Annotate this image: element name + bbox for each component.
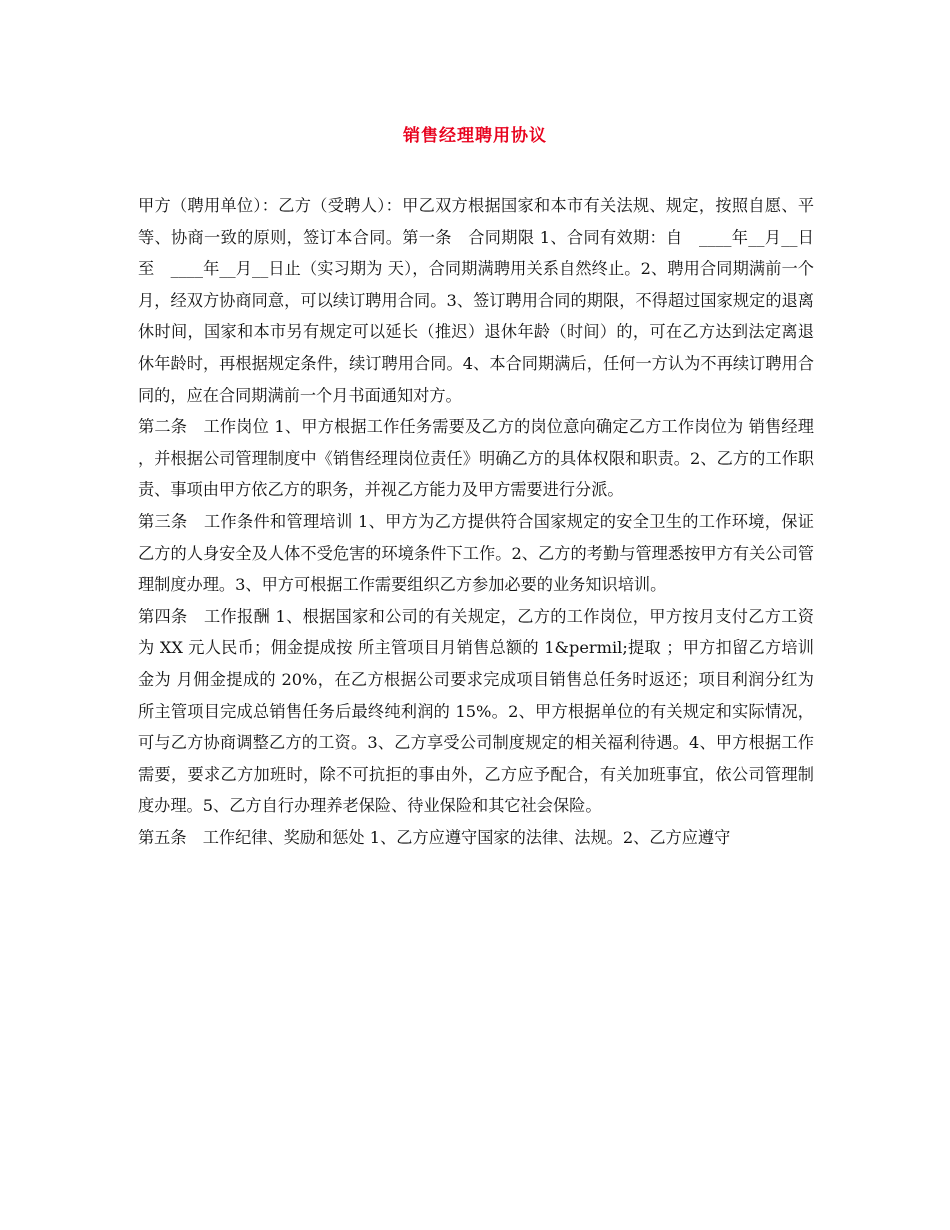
paragraph-article-3: 第三条 工作条件和管理培训 1、甲方为乙方提供符合国家规定的安全卫生的工作环境，保证乙方的人身安全及人体不受危害的环境条件下工作。2、乙方的考勤与管理悉按甲方有关公司管理制度办理。3、甲方可根据工作需要组织乙方参加必要的业务知识培训。 (138, 511, 814, 595)
paragraph-article-4: 第四条 工作报酬 1、根据国家和公司的有关规定，乙方的工作岗位，甲方按月支付乙方工资为 XX 元人民币；佣金提成按 所主管项目月销售总额的 1&permil;提取 ；甲方扣留乙方培训金为 月佣金提成的 20%，在乙方根据公司要求完成项目销售总任务时返还；项目利润分红为所主管项目完成总销售任务后最终纯利润的 15%。2、甲方根据单位的有关规定和实际情况，可与乙方协商调整乙方的工资。3、乙方享受公司制度规定的相关福利待遇。4、甲方根据工作需要，要求乙方加班时，除不可抗拒的事由外，乙方应予配合，有关加班事宜，依公司管理制度办理。5、乙方自行办理养老保险、待业保险和其它社会保险。 (138, 606, 814, 816)
paragraph-article-2: 第二条 工作岗位 1、甲方根据工作任务需要及乙方的岗位意向确定乙方工作岗位为 销售经理 ，并根据公司管理制度中《销售经理岗位责任》明确乙方的具体权限和职责。2、乙方的工作职责、事项由甲方依乙方的职务，并视乙方能力及甲方需要进行分派。 (138, 417, 814, 500)
paragraph-article-5: 第五条 工作纪律、奖励和惩处 1、乙方应遵守国家的法律、法规。2、乙方应遵守 (138, 827, 731, 847)
document-title: 销售经理聘用协议 (403, 126, 547, 146)
document-body (138, 190, 814, 853)
paragraph-article-1: 甲方（聘用单位）：乙方（受聘人）：甲乙双方根据国家和本市有关法规、规定，按照自愿、平等、协商一致的原则，签订本合同。第一条 合同期限 1、合同有效期：自 ____年__月__日至 ____年__月__日止（实习期为 天），合同期满聘用关系自然终止。2、聘用合同期满前一个月，经双方协商同意，可以续订聘用合同。3、签订聘用合同的期限，不得超过国家规定的退离休时间，国家和本市另有规定可以延长（推迟）退休年龄（时间）的，可在乙方达到法定离退休年龄时，再根据规定条件，续订聘用合同。4、本合同期满后，任何一方认为不再续订聘用合同的，应在合同期满前一个月书面通知对方。 (138, 196, 814, 405)
